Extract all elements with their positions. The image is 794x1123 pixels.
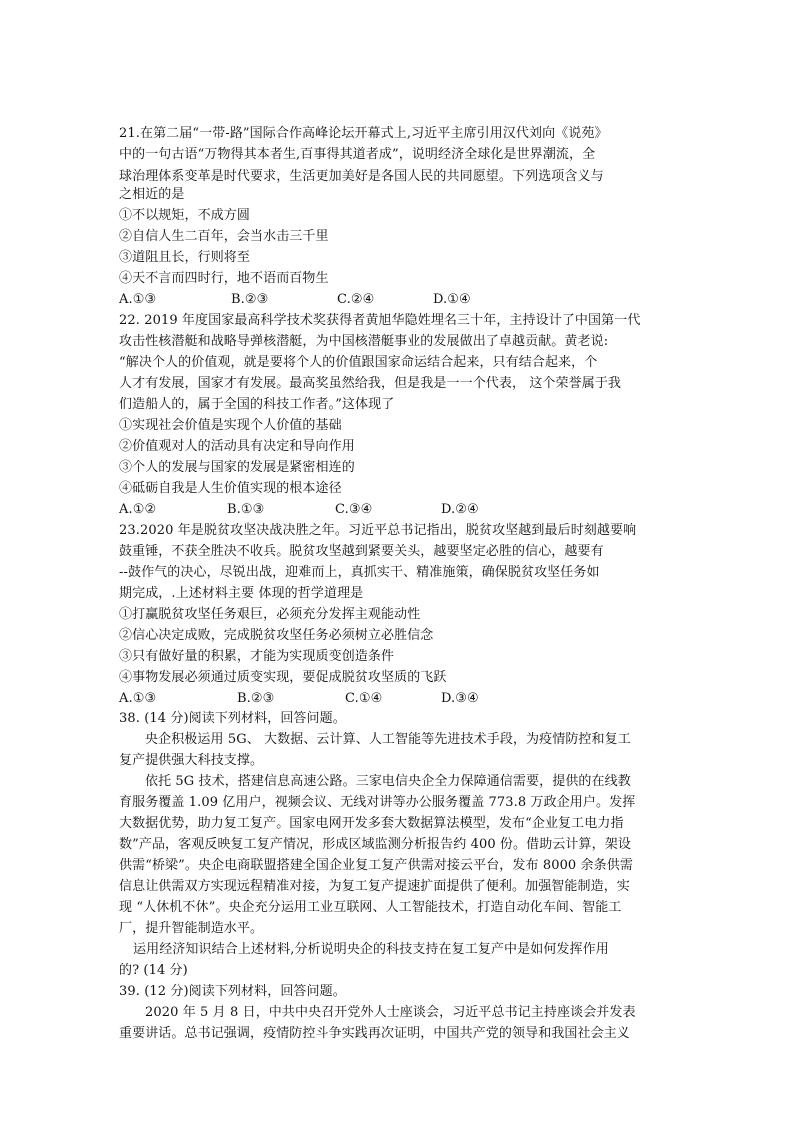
q39-paragraph-line-2: 重要讲话。总书记强调，疫情防控斗争实践再次证明，中国共产党的领导和我国社会主义 [119, 1026, 630, 1041]
q22-stem-line-5: 们造船人的，属于全国的科技工作者。”这体现了 [119, 397, 395, 412]
q21-option-c: C.②④ [337, 292, 375, 307]
q22-option-a: A.①② [119, 502, 157, 517]
q22-stem-line-4: 人才有发展，国家才有发展。最高奖虽然给我，但是我是一一个代表， 这个荣誉属于我 [119, 376, 622, 391]
q22-item-4: ④砥砺自我是人生价值实现的根本途径 [119, 481, 342, 496]
q38-paragraph-line-9: 现 “人休机不休”。央企充分运用工业互联网、人工智能技术，打造自动化车间、智能工 [119, 900, 622, 915]
q38-paragraph-line-4: 育服务覆盖 1.09 亿用户，视频会议、无线对讲等办公服务覆盖 773.8 万政企用户。发挥 [119, 795, 636, 810]
q22-options [119, 502, 719, 518]
q22-option-d: D.②④ [441, 502, 479, 517]
q23-item-1: ①打赢脱贫攻坚任务艰巨，必须充分发挥主观能动性 [119, 607, 421, 622]
q38-paragraph-line-7: 供需“桥梁”。央企电商联盟搭建全国企业复工复产供需对接云平台，发布 8000 余条供需 [119, 858, 633, 873]
q21-option-a: A.①③ [119, 292, 157, 307]
q38-question-line-1: 运用经济知识结合上述材料,分析说明央企的科技支持在复工复产中是如何发挥作用 [133, 942, 609, 957]
q38-paragraph-line-3: 依托 5G 技术，搭建信息高速公路。三家电信央企全力保障通信需要，提供的在线教 [145, 774, 631, 789]
q21-options [119, 292, 719, 308]
q21-option-d: D.①④ [433, 292, 471, 307]
q21-option-b: B.②③ [231, 292, 269, 307]
q22-stem-line-3: “解决个人的价值观，就是要将个人的价值跟国家命运结合起来，只有结合起来，个 [119, 355, 598, 370]
q39-paragraph-line-1: 2020 年 5 月 8 日，中共中央召开党外人士座谈会，习近平总书记主持座谈会并发表 [145, 1005, 636, 1020]
q38-paragraph-line-5: 大数据优势，助力复工复产。国家电网开发多套大数据算法模型，发布“企业复工电力指 [119, 816, 624, 831]
q21-item-2: ②自信人生二百年，会当水击三千里 [119, 229, 329, 244]
q21-item-1: ①不以规矩，不成方圆 [119, 208, 251, 223]
q22-item-3: ③个人的发展与国家的发展是紧密相连的 [119, 460, 355, 475]
q38-paragraph-line-8: 信息让供需双方实现远程精准对接，为复工复产提速扩面提供了便利。加强智能制造，实 [119, 879, 630, 894]
q23-item-2: ②信心决定成败，完成脱贫攻坚任务必须树立必胜信念 [119, 628, 434, 643]
q23-item-4: ④事物发展必须通过质变实现，要促成脱贫攻坚质的飞跃 [119, 670, 447, 685]
q38-heading: 38. (14 分)阅读下列材料，回答问题。 [119, 711, 346, 726]
q23-option-c: C.①④ [345, 691, 383, 706]
q21-item-4: ④天不言而四时行，地不语而百物生 [119, 271, 329, 286]
q39-heading: 39. (12 分)阅读下列材料，回答问题。 [119, 984, 346, 999]
q23-option-a: A.①③ [119, 691, 157, 706]
q21-stem-line-3: 球治理体系变革是时代要求，生活更加美好是各国人民的共同愿望。下列选项含义与 [119, 169, 604, 184]
q22-item-1: ①实现社会价值是实现个人价值的基础 [119, 418, 342, 433]
q38-paragraph-line-2: 复产提供强大科技支撑。 [119, 753, 264, 768]
q22-option-b: B.①③ [227, 502, 265, 517]
q23-stem-line-3: --鼓作气的决心，尽锐出战，迎难而上，真抓实干、精准施策，确保脱贫攻坚任务如 [119, 565, 600, 580]
q22-option-c: C.③④ [335, 502, 373, 517]
q23-stem-line-2: 鼓重锤，不获全胜决不收兵。脱贫攻坚越到紧要关头，越要坚定必胜的信心，越要有 [119, 544, 604, 559]
q21-stem-line-2: 中的一句古语“万物得其本者生,百事得其道者成”，说明经济全球化是世界潮流，全 [119, 147, 596, 162]
q21-stem-line-1: 21.在第二届“一带-路”国际合作高峰论坛开幕式上,习近平主席引用汉代刘向《说苑》 [119, 126, 608, 141]
q23-stem-line-4: 期完成，.上述材料主要 体现的哲学道理是 [119, 586, 364, 601]
q23-item-3: ③只有做好量的积累，才能为实现质变创造条件 [119, 649, 395, 664]
q23-options [119, 691, 719, 707]
q38-question-line-2: 的? (14 分) [119, 963, 188, 978]
q38-paragraph-line-1: 央企积极运用 5G、 大数据、云计算、人工智能等先进技术手段，为疫情防控和复工 [145, 732, 631, 747]
q23-option-d: D.③④ [441, 691, 479, 706]
q22-stem-line-2: 攻击性核潜艇和战略导弹核潜艇，为中国核潜艇事业的发展做出了卓越贡献。黄老说: [119, 334, 609, 349]
q38-paragraph-line-6: 数”产品，客观反映复工复产情况，形成区域监测分析报告约 400 份。借助云计算，架设 [119, 837, 631, 852]
q21-stem-line-4: 之相近的是 [119, 187, 185, 202]
q23-stem-line-1: 23.2020 年是脱贫攻坚决战决胜之年。习近平总书记指出，脱贫攻坚越到最后时刻越要响 [119, 523, 637, 538]
q38-paragraph-line-10: 厂，提升智能制造水平。 [119, 921, 264, 936]
q21-item-3: ③道阻且长，行则将至 [119, 250, 251, 265]
q22-item-2: ②价值观对人的活动具有决定和导向作用 [119, 439, 355, 454]
q23-option-b: B.②③ [237, 691, 275, 706]
q22-stem-line-1: 22. 2019 年度国家最高科学技术奖获得者黄旭华隐姓埋名三十年，主持设计了中国第一代 [119, 313, 641, 328]
